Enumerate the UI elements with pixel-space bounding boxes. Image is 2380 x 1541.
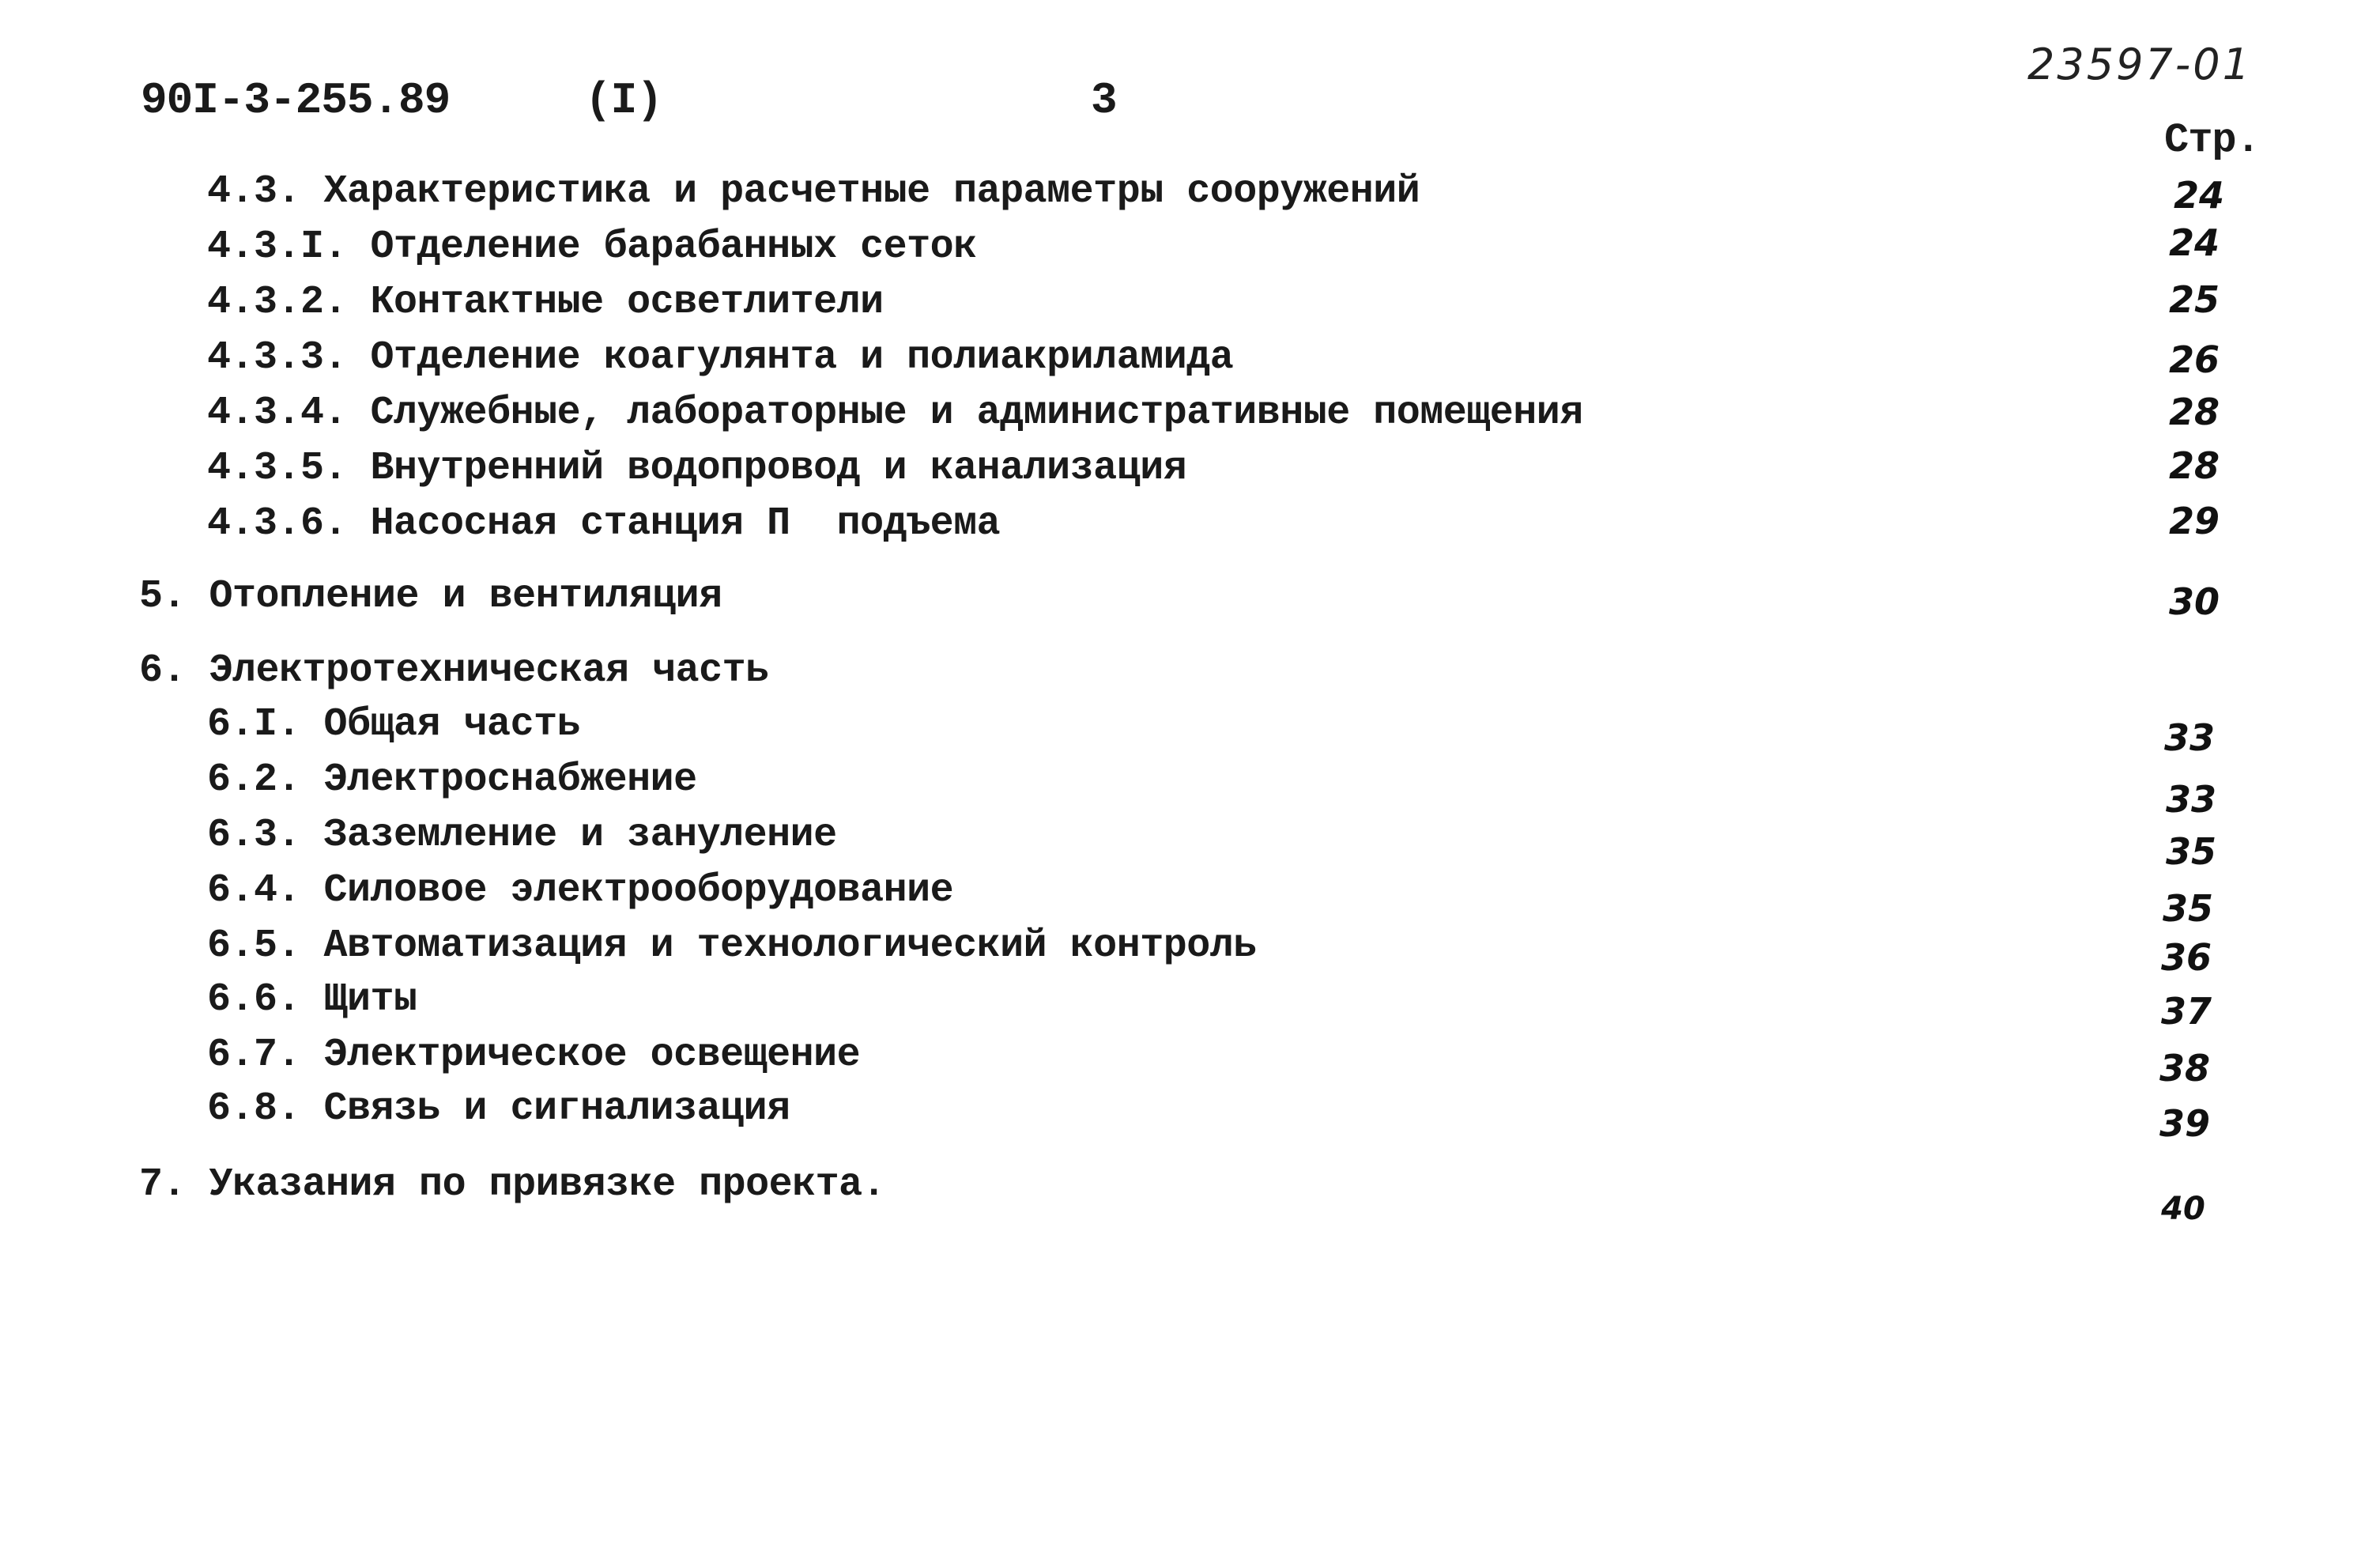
archive-number: 23597-01	[2027, 40, 2252, 89]
toc-page: 35	[2165, 830, 2216, 873]
toc-page: 40	[2161, 1191, 2205, 1227]
toc-item: 7. Указания по привязке проекта.	[139, 1162, 886, 1207]
toc-item: 6. Электротехническая часть	[139, 648, 769, 693]
toc-item: 6.4. Силовое электрооборудование	[207, 868, 954, 913]
toc-page: 36	[2160, 936, 2212, 979]
toc-page: 30	[2168, 580, 2220, 623]
toc-item: 6.5. Автоматизация и технологический контроль	[207, 923, 1257, 969]
toc-item: 6.7. Электрическое освещение	[207, 1033, 861, 1078]
toc-item: 6.I. Общая часть	[207, 702, 581, 747]
toc-page: 35	[2162, 887, 2213, 930]
page-column-label: Стр.	[2164, 117, 2260, 164]
part-number: (I)	[585, 75, 662, 126]
toc-page: 26	[2168, 338, 2220, 381]
toc-page: 24	[2173, 174, 2224, 217]
toc-item: 4.3.3. Отделение коагулянта и полиакриламида	[207, 335, 1234, 380]
toc-page: 39	[2159, 1102, 2210, 1145]
page-number: 3	[1091, 75, 1117, 126]
toc-item: 6.2. Электроснабжение	[207, 757, 697, 803]
toc-page: 33	[2165, 778, 2216, 821]
toc-item: 4.3.4. Служебные, лабораторные и административные помещения	[207, 391, 1583, 436]
toc-page: 25	[2168, 278, 2220, 321]
toc-page: 37	[2160, 990, 2212, 1033]
toc-item: 6.3. Заземление и зануление	[207, 813, 837, 858]
toc-page: 28	[2168, 391, 2220, 433]
toc-item: 4.3.2. Контактные осветлители	[207, 280, 884, 325]
toc-item: 5. Отопление и вентиляция	[139, 574, 722, 619]
toc-page: 33	[2163, 716, 2215, 759]
toc-item: 6.6. Щиты	[207, 977, 417, 1022]
toc-page: 29	[2168, 500, 2220, 542]
toc-item: 4.3.5. Внутренний водопровод и канализация	[207, 446, 1187, 491]
toc-page: 38	[2159, 1047, 2210, 1090]
doc-code: 90I-3-255.89	[141, 75, 451, 126]
toc-page: 24	[2168, 221, 2220, 264]
toc-item: 4.3. Характеристика и расчетные параметры сооружений	[207, 169, 1420, 214]
toc-page: 28	[2168, 444, 2220, 487]
toc-item: 4.3.6. Насосная станция П подъема	[207, 501, 1001, 546]
toc-item: 6.8. Связь и сигнализация	[207, 1086, 790, 1131]
toc-item: 4.3.I. Отделение барабанных сеток	[207, 225, 977, 270]
